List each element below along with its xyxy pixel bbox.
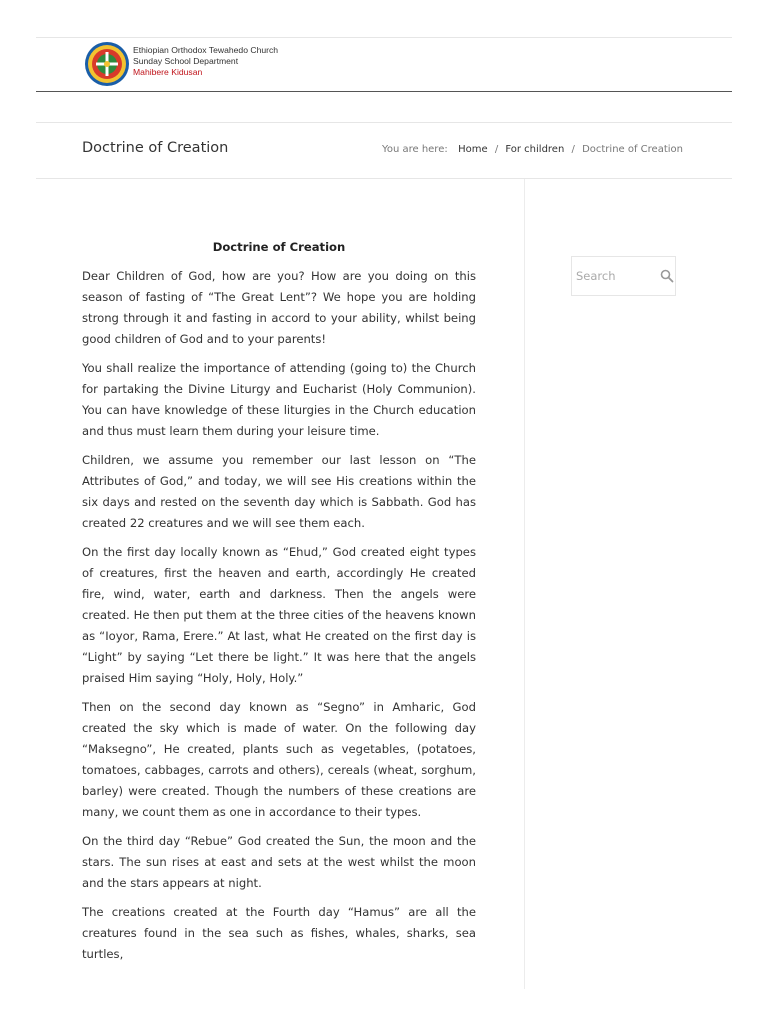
search-icon[interactable] <box>660 269 674 283</box>
org-line-2: Sunday School Department <box>133 56 239 66</box>
article-paragraph: You shall realize the importance of attending (going to) the Church for partaking the Divine Liturgy and Eucharist (Holy Communion). You can have knowledge of these liturgies in the Church education and thus must learn them during your leisure time. <box>82 361 476 438</box>
breadcrumb-separator: / <box>571 144 575 155</box>
breadcrumb-for-children[interactable]: For children <box>505 144 565 155</box>
org-line-1: Ethiopian Orthodox Tewahedo Church <box>133 45 279 55</box>
sidebar-divider <box>524 179 525 989</box>
breadcrumb-home[interactable]: Home <box>458 144 488 155</box>
article-paragraph: On the third day “Rebue” God created the Sun, the moon and the stars. The sun rises at east and sets at the west whilst the moon and the stars appears at night. <box>82 834 476 890</box>
title-bar-bottom-border <box>36 178 732 179</box>
breadcrumb <box>382 144 683 155</box>
title-bar-top-border <box>36 122 732 123</box>
header-divider <box>36 91 732 92</box>
search-input[interactable] <box>572 257 652 295</box>
breadcrumb-prefix: You are here: <box>382 144 448 155</box>
page-title: Doctrine of Creation <box>82 140 229 156</box>
article-paragraph: Children, we assume you remember our last lesson on “The Attributes of God,” and today, we will see His creations within the six days and rested on the seventh day which is Sabbath. God has created 22 creatures and we will see them each. <box>82 453 476 530</box>
breadcrumb-separator: / <box>494 144 499 155</box>
article-paragraph: On the first day locally known as “Ehud,” God created eight types of creatures, first the heaven and earth, accordingly He created fire, wind, water, earth and darkness. Then the angels were created. He then put them at the three cities of the heavens known as “Ioyor, Rama, Erere.” At last, what He created on the first day is “Light” by saying “Let there be light.” It was here that the angels praised Him saying “Holy, Holy, Holy.” <box>82 545 476 685</box>
article-heading: Doctrine of Creation <box>212 240 346 254</box>
article-paragraph: Then on the second day known as “Segno” in Amharic, God created the sky which is made of water. On the following day “Maksegno”, He created, plants such as vegetables, (potatoes, tomatoes, cabbages, carrots and others), cereals (wheat, sorghum, barley) were created. Though the numbers of these creations are many, we count them as one in accordance to their types. <box>82 700 476 819</box>
article-paragraph: Dear Children of God, how are you? How are you doing on this season of fasting of “The Great Lent”? We hope you are holding strong through it and fasting in accord to your ability, whilst being good children of God and to your parents! <box>82 269 476 346</box>
article-content <box>82 239 476 973</box>
organization-name <box>133 45 278 78</box>
org-line-3: Mahibere Kidusan <box>133 67 203 77</box>
church-logo[interactable] <box>84 41 130 87</box>
article-paragraph: The creations created at the Fourth day “Hamus” are all the creatures found in the sea such as fishes, whales, sharks, sea turtles, <box>82 905 476 961</box>
breadcrumb-current: Doctrine of Creation <box>582 144 683 155</box>
search-widget <box>571 256 676 296</box>
top-border <box>36 37 732 38</box>
